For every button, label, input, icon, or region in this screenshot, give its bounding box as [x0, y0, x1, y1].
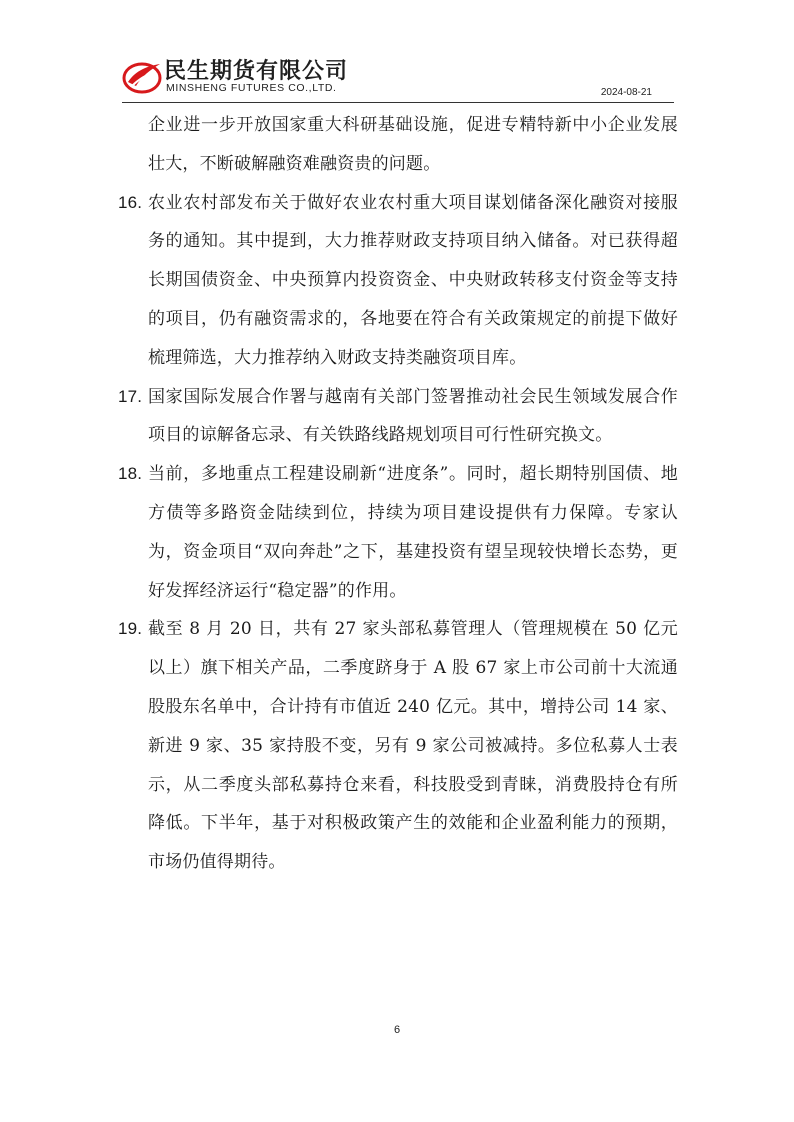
item-text: 当前，多地重点工程建设刷新“进度条”。同时，超长期特别国债、地方债等多路资金陆续到位，持续为项目建设提供有力保障。专家认为，资金项目“双向奔赴”之下，基建投资有望呈现较快增长态势，更好发挥经济运行“稳定器”的作用。 — [148, 464, 678, 601]
company-name-en: MINSHENG FUTURES CO.,LTD. — [166, 82, 337, 94]
item-text: 国家国际发展合作署与越南有关部门签署推动社会民生领域发展合作项目的谅解备忘录、有关铁路线路规划项目可行性研究换文。 — [148, 386, 678, 446]
item-text: 企业进一步开放国家重大科研基础设施，促进专精特新中小企业发展壮大，不断破解融资难融资贵的问题。 — [148, 115, 678, 174]
item-text: 农业农村部发布关于做好农业农村重大项目谋划储备深化融资对接服务的通知。其中提到，大力推荐财政支持项目纳入储备。对已获得超长期国债资金、中央预算内投资资金、中央财政转移支付资金等支持的项目，仍有融资需求的，各地要在符合有关政策规定的前提下做好梳理筛选，大力推荐纳入财政支持类融资项目库。 — [148, 192, 678, 368]
item-number: 16. — [118, 192, 143, 212]
item-text: 截至 8 月 20 日，共有 27 家头部私募管理人（管理规模在 50 亿元以上）旗下相关产品，二季度跻身于 A 股 67 家上市公司前十大流通股股东名单中，合计持有市值近 240 亿元。其中，增持公司 14 家、新进 9 家、35 家持股不变，另有 9 家公司被减持。多位私募人士表示，从二季度头部私募持仓来看，科技股受到青睐，消费股持仓有所降低。下半年，基于对积极政策产生的效能和企业盈利能力的预期，市场仍值得期待。 — [148, 619, 678, 873]
news-item — [118, 455, 678, 610]
item-number: 19. — [118, 619, 143, 639]
item-number: 18. — [118, 464, 143, 484]
news-item — [118, 184, 678, 378]
report-date: 2024-08-21 — [600, 87, 652, 98]
news-item — [118, 378, 678, 456]
news-item — [118, 106, 678, 184]
page-header — [122, 52, 674, 103]
company-logo — [122, 52, 382, 98]
company-name-cn: 民生期货有限公司 — [164, 59, 349, 84]
page-number: 6 — [393, 1024, 401, 1036]
item-number: 17. — [118, 386, 143, 406]
document-body — [118, 106, 678, 882]
news-item — [118, 610, 678, 882]
minsheng-logo-icon — [122, 56, 162, 96]
